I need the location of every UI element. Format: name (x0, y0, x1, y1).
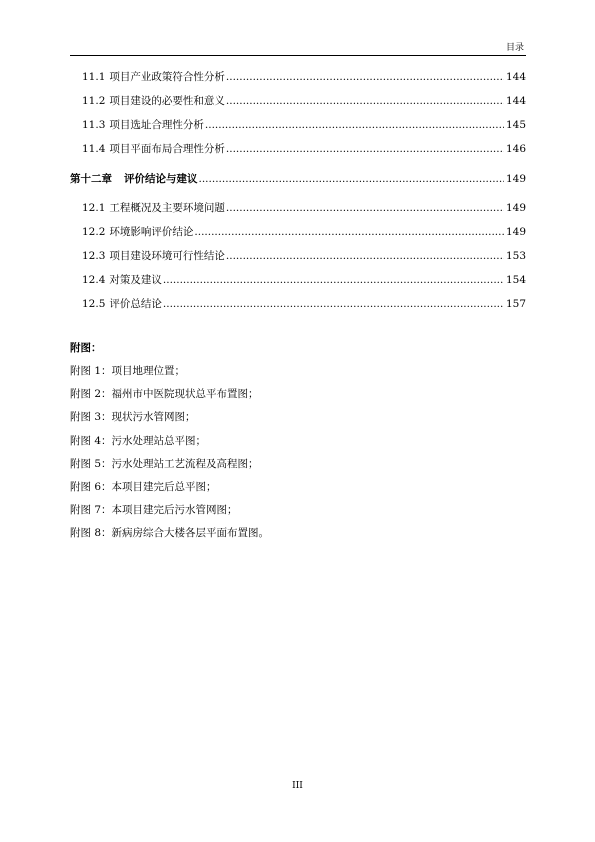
header-rule (70, 55, 526, 56)
appendix-title: 附图： (70, 342, 102, 354)
toc-dot-leader (226, 140, 504, 158)
toc-entry-11-3[interactable] (82, 116, 526, 134)
toc-entry-page: 149 (505, 226, 526, 238)
toc-entry-page: 145 (505, 119, 526, 131)
toc-entry-title: 工程概况及主要环境问题 (109, 202, 225, 214)
toc-entry-page: 154 (505, 274, 526, 286)
appendix-item: 附图 6：本项目建完后总平图； (70, 480, 217, 493)
toc-entry-number: 12.3 (82, 250, 106, 262)
toc-entry-number: 11.4 (82, 143, 106, 155)
toc-entry-number: 11.1 (82, 71, 106, 83)
toc-entry-page: 146 (505, 143, 526, 155)
toc-dot-leader (163, 271, 504, 289)
appendix-item: 附图 3：现状污水管网图； (70, 411, 196, 424)
toc-dot-leader (226, 247, 504, 265)
toc-chapter-12[interactable] (70, 170, 526, 188)
appendix-item: 附图 7：本项目建完后污水管网图； (70, 504, 238, 517)
toc-dot-leader (199, 170, 504, 188)
toc-entry-number: 12.5 (82, 298, 106, 310)
page-number: III (292, 781, 303, 791)
toc-entry-title: 项目平面布局合理性分析 (109, 143, 225, 155)
toc-chapter-number: 第十二章 (70, 173, 112, 185)
toc-entry-title: 对策及建议 (109, 274, 162, 286)
toc-entry-11-1[interactable] (82, 68, 526, 86)
appendix-item: 附图 2：福州市中医院现状总平布置图； (70, 388, 259, 401)
toc-dot-leader (205, 116, 504, 134)
toc-entry-page: 153 (505, 250, 526, 262)
toc-entry-title: 环境影响评价结论 (109, 226, 194, 238)
appendix-item: 附图 5：污水处理站工艺流程及高程图； (70, 457, 259, 470)
toc-entry-title: 项目建设环境可行性结论 (109, 250, 225, 262)
toc-dot-leader (226, 199, 504, 217)
toc-entry-number: 11.2 (82, 95, 106, 107)
running-header: 目录 (505, 43, 524, 53)
toc-entry-title: 项目选址合理性分析 (109, 119, 204, 131)
toc-entry-12-2[interactable] (82, 223, 526, 241)
appendix-item: 附图 8：新病房综合大楼各层平面布置图。 (70, 527, 270, 540)
toc-dot-leader (194, 223, 504, 241)
toc-entry-title: 项目建设的必要性和意义 (109, 95, 225, 107)
toc-entry-11-4[interactable] (82, 140, 526, 158)
appendix-item: 附图 1：项目地理位置； (70, 365, 186, 377)
appendix-figures (70, 337, 269, 546)
toc-entry-page: 149 (505, 202, 526, 214)
toc-entry-number: 12.2 (82, 226, 106, 238)
toc-entry-number: 11.3 (82, 119, 106, 131)
toc-entry-12-3[interactable] (82, 247, 526, 265)
toc-entry-page: 144 (505, 95, 526, 107)
toc-entry-number: 12.1 (82, 202, 106, 214)
toc-entry-page: 144 (505, 71, 526, 83)
toc-entry-11-2[interactable] (82, 92, 526, 110)
toc-dot-leader (163, 295, 504, 313)
toc-entry-12-1[interactable] (82, 199, 526, 217)
toc-entry-page: 149 (505, 173, 526, 185)
toc-chapter-title: 评价结论与建议 (124, 173, 198, 185)
toc-entry-page: 157 (505, 298, 526, 310)
toc-entry-title: 评价总结论 (109, 298, 162, 310)
toc-dot-leader (226, 68, 504, 86)
toc-entry-12-5[interactable] (82, 295, 526, 313)
toc-entry-12-4[interactable] (82, 271, 526, 289)
appendix-item: 附图 4：污水处理站总平图； (70, 434, 207, 447)
toc-entry-number: 12.4 (82, 274, 106, 286)
toc-entry-title: 项目产业政策符合性分析 (109, 71, 225, 83)
toc-dot-leader (226, 92, 504, 110)
